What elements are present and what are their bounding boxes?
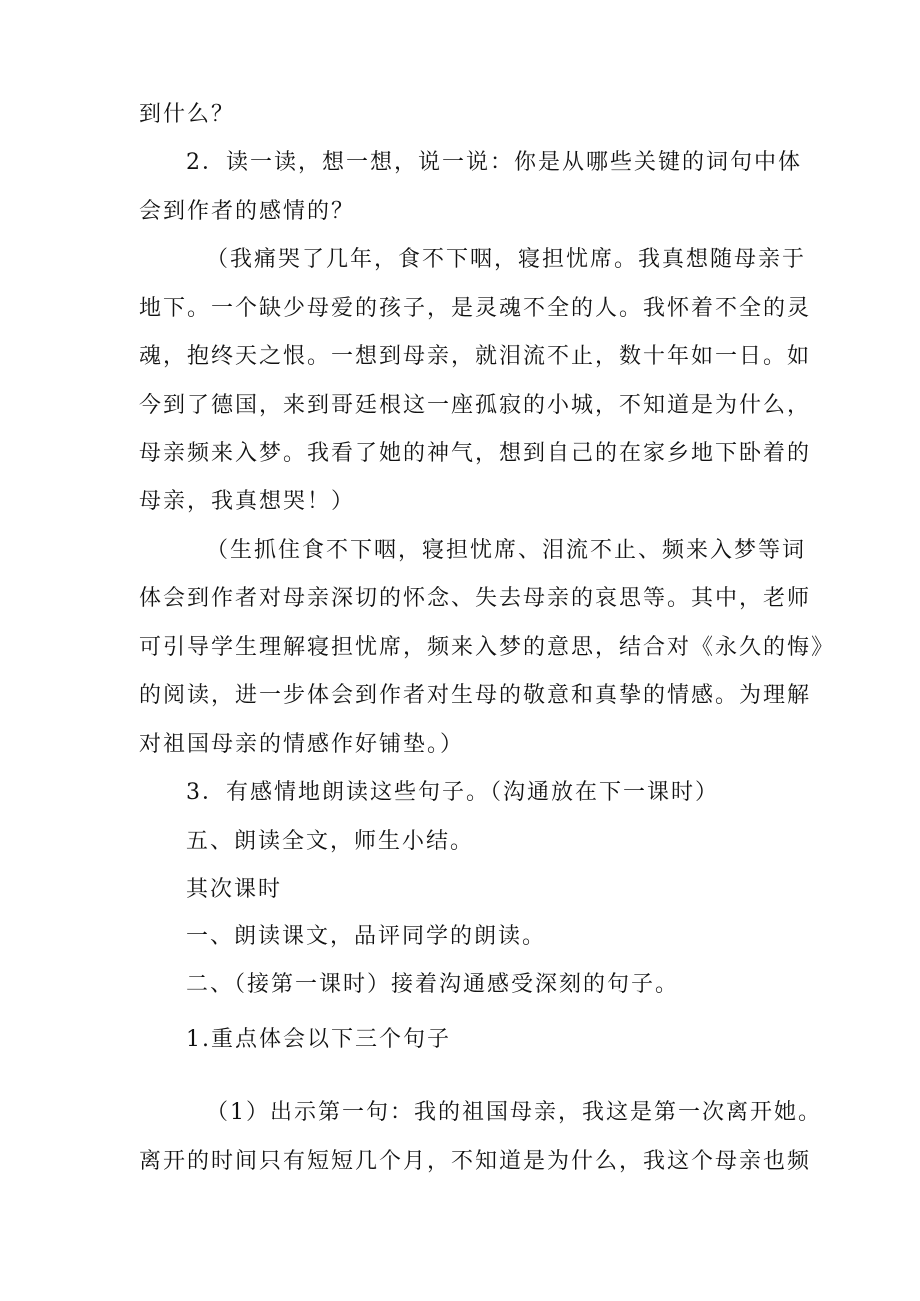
text-line-6: 魂，抱终天之恨。一想到母亲，就泪流不止，数十年如一日。如 <box>139 344 812 369</box>
text-line-13: 的阅读，进一步体会到作者对生母的敬意和真挚的情感。为理解 <box>139 683 812 708</box>
text-line-18: 一、朗读课文，品评同学的朗读。 <box>186 924 547 949</box>
text-line-2: 2．读一读，想一想，说一说：你是从哪些关键的词句中体 <box>186 150 802 175</box>
text-line-16: 五、朗读全文，师生小结。 <box>186 829 475 854</box>
text-line-19: 二、（接第一课时）接着沟通感受深刻的句子。 <box>186 972 680 997</box>
text-line-1: 到什么？ <box>139 102 236 127</box>
text-line-7: 今到了德国，来到哥廷根这一座孤寂的小城，不知道是为什么， <box>139 393 812 418</box>
text-line-5: 地下。一个缺少母爱的孩子，是灵魂不全的人。我怀着不全的灵 <box>139 296 812 321</box>
text-line-3: 会到作者的感情的？ <box>139 199 356 224</box>
text-line-10: （生抓住食不下咽，寝担忧席、泪流不止、频来入梦等词 <box>206 538 807 563</box>
text-line-20: 1.重点体会以下三个句子 <box>186 1027 451 1052</box>
text-line-11: 体会到作者对母亲深切的怀念、失去母亲的哀思等。其中，老师 <box>139 586 812 611</box>
text-line-21: （1）出示第一句：我的祖国母亲，我这是第一次离开她。 <box>206 1100 822 1125</box>
text-line-12: 可引导学生理解寝担忧席，频来入梦的意思，结合对《永久的悔》 <box>139 635 836 660</box>
text-line-8: 母亲频来入梦。我看了她的神气，想到自己的在家乡地下卧着的 <box>139 441 812 466</box>
text-line-22: 离开的时间只有短短几个月，不知道是为什么，我这个母亲也频 <box>139 1149 812 1174</box>
text-line-4: （我痛哭了几年，食不下咽，寝担忧席。我真想随母亲于 <box>206 247 807 272</box>
text-line-15: 3．有感情地朗读这些句子。（沟通放在下一课时） <box>186 780 719 805</box>
text-line-9: 母亲，我真想哭！） <box>139 489 356 514</box>
text-line-14: 对祖国母亲的情感作好铺垫。） <box>139 732 465 757</box>
text-line-17: 其次课时 <box>186 877 283 902</box>
